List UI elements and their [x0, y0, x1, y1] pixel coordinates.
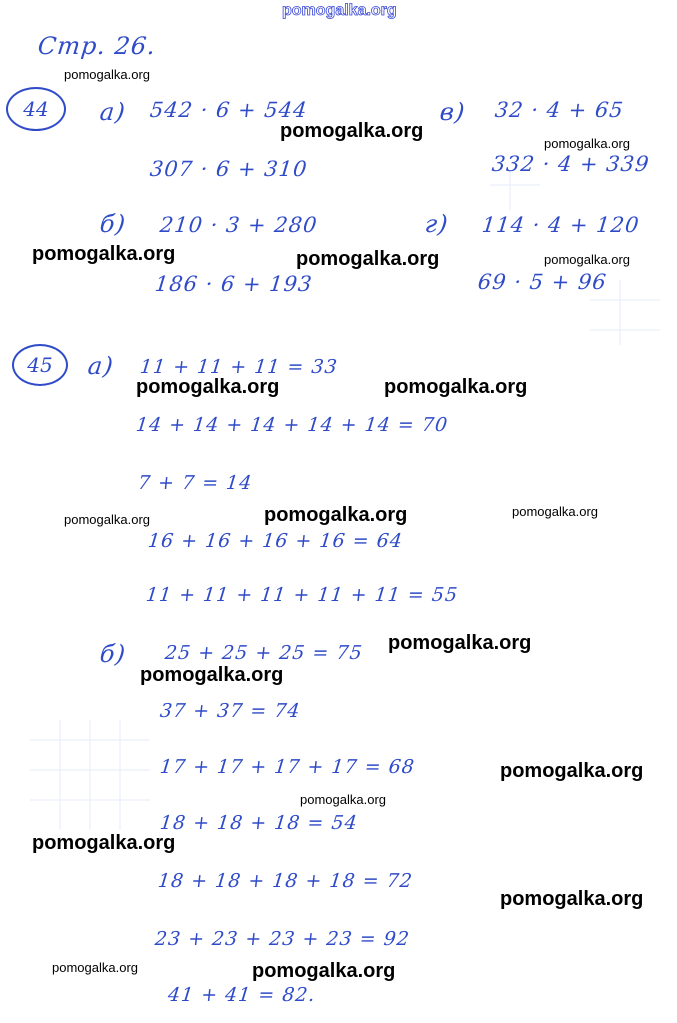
ex45-a-line-1: 11 + 11 + 11 = 33 [138, 356, 339, 378]
ex45-part-b-label: б) [98, 640, 128, 668]
watermark: pomogalka.org [384, 376, 528, 398]
watermark: pomogalka.org [64, 512, 150, 527]
ex44-part-g-label: г) [423, 210, 450, 238]
ex44-g-line-2: 69 · 5 + 96 [476, 270, 609, 294]
watermark-top: pomogalka.org [282, 2, 397, 19]
watermark: pomogalka.org [544, 136, 630, 151]
watermark: pomogalka.org [280, 120, 424, 142]
ex45-a-line-4: 16 + 16 + 16 + 16 = 64 [146, 530, 405, 552]
ex44-v-line-2: 332 · 4 + 339 [490, 152, 651, 176]
ex44-v-line-1: 32 · 4 + 65 [493, 98, 626, 122]
watermark: pomogalka.org [264, 504, 408, 526]
watermark: pomogalka.org [512, 504, 598, 519]
watermark: pomogalka.org [136, 376, 280, 398]
ex44-g-line-1: 114 · 4 + 120 [480, 213, 641, 237]
watermark: pomogalka.org [500, 760, 644, 782]
ex44-part-a-label: а) [98, 98, 128, 126]
watermark: pomogalka.org [140, 664, 284, 686]
ex45-b-line-5: 18 + 18 + 18 + 18 = 72 [156, 870, 415, 892]
watermark: pomogalka.org [52, 960, 138, 975]
exercise-44-number: 44 [6, 87, 66, 131]
ex45-b-line-7: 41 + 41 = 82. [166, 984, 317, 1006]
ex45-a-line-5: 11 + 11 + 11 + 11 + 11 = 55 [144, 584, 460, 606]
ex45-a-line-2: 14 + 14 + 14 + 14 + 14 = 70 [134, 414, 450, 436]
ex45-b-line-6: 23 + 23 + 23 + 23 = 92 [153, 928, 412, 950]
ex45-b-line-4: 18 + 18 + 18 = 54 [158, 812, 359, 834]
ex45-b-line-3: 17 + 17 + 17 + 17 = 68 [158, 756, 417, 778]
ex45-b-line-1: 25 + 25 + 25 = 75 [163, 642, 364, 664]
watermark: pomogalka.org [500, 888, 644, 910]
ex44-b-line-2: 186 · 6 + 193 [153, 272, 314, 296]
ex45-a-line-3: 7 + 7 = 14 [136, 472, 254, 494]
watermark: pomogalka.org [252, 960, 396, 982]
exercise-45-number: 45 [12, 344, 68, 386]
watermark: pomogalka.org [544, 252, 630, 267]
watermark: pomogalka.org [32, 832, 176, 854]
watermark: pomogalka.org [64, 67, 150, 82]
watermark: pomogalka.org [296, 248, 440, 270]
ex44-a-line-2: 307 · 6 + 310 [148, 157, 309, 181]
ex44-b-line-1: 210 · 3 + 280 [158, 213, 319, 237]
watermark: pomogalka.org [300, 792, 386, 807]
ex44-part-b-label: б) [98, 210, 128, 238]
ex45-part-a-label: а) [86, 352, 116, 380]
page-reference: Стр. 26. [36, 32, 158, 60]
ex45-b-line-2: 37 + 37 = 74 [158, 700, 302, 722]
ex44-a-line-1: 542 · 6 + 544 [148, 98, 309, 122]
ex44-part-v-label: в) [438, 98, 467, 126]
watermark: pomogalka.org [32, 243, 176, 265]
watermark: pomogalka.org [388, 632, 532, 654]
